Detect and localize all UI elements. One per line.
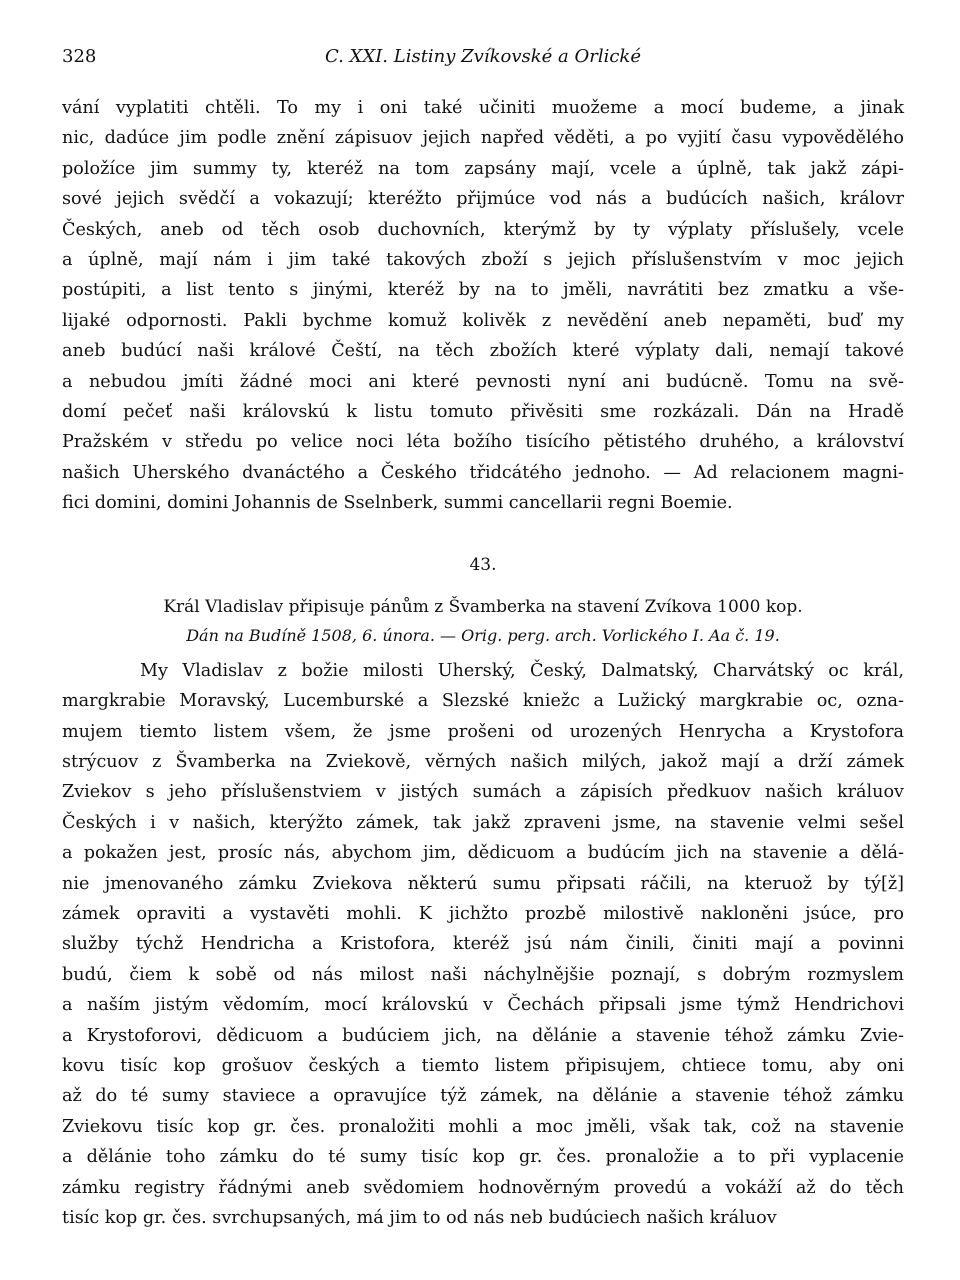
text-line: našich Uherského dvanáctého a Českého třidcátého jednoho. — Ad relacionem magni- [62, 462, 904, 483]
text-line: a pokažen jest, prosíc nás, abychom jim, dědicuom a budúcím jich na stavenie a dělá- [62, 843, 904, 864]
text-line: postúpiti, a list tento s jinými, kteréž by na to jměli, navrátiti bez zmatku a vše- [62, 280, 904, 301]
document-source: Dán na Budíně 1508, 6. února. — Orig. perg. arch. Vorlického I. Aa č. 19. [186, 625, 780, 645]
running-title: C. XXI. Listiny Zvíkovské a Orlické [324, 46, 641, 67]
text-line: nie jmenovaného zámku Zviekova některú sumu připsati ráčili, na kteruož by tý[ž] [62, 873, 904, 894]
text-line: strýcuov z Švamberka na Zviekově, věrných našich milých, jakož mají a drží zámek [62, 751, 904, 772]
text-line: vání vyplatiti chtěli. To my i oni také učiniti muožeme a mocí budeme, a jinak [62, 98, 904, 118]
text-line: zámku registry řádnými aneb svědomiem hodnověrným provedú a vokáží až do těch [62, 1177, 904, 1198]
text-line: a dělánie toho zámku do té sumy tisíc kop gr. čes. pronaložie a to při vyplacenie [62, 1147, 904, 1168]
text-line: lijaké odpornosti. Pakli bychme komuž kolivěk z nevědění aneb nepaměti, buď my [62, 310, 904, 331]
text-line: Pražském v středu po velice noci léta božího tisícího pětistého druhého, a království [62, 432, 904, 453]
text-line: margkrabie Moravský, Lucemburské a Slezské kniežc a Lužický margkrabie oc, ozna- [62, 691, 904, 712]
document-number: 43. [469, 554, 497, 575]
text-line: a nebudou jmíti žádné moci ani které pevnosti nyní ani budúcně. Tomu na svě- [62, 371, 904, 392]
text-line: sové jejich svědčí a vokazují; kteréžto přijmúce vod nás a budúcích našich, královr [62, 189, 904, 210]
text-line: a naším jistým vědomím, mocí královskú v Čechách připsali jsme týmž Hendrichovi [62, 995, 904, 1016]
page-number: 328 [62, 46, 97, 67]
text-line: a Krystoforovi, dědicuom a budúciem jich, na dělánie a stavenie téhož zámku Zvie- [62, 1025, 904, 1046]
charter-paragraph [62, 656, 904, 1234]
continued-paragraph [62, 93, 904, 519]
document-page [62, 40, 904, 1233]
text-line: položíce jim summy ty, kteréž na tom zapsány mají, vcele a úplně, tak jakž zápi- [62, 158, 904, 179]
text-line: Zviekov s jeho příslušenstviem v jistých sumách a zápisích předkuov našich králuov [62, 782, 904, 803]
document-summary: Král Vladislav připisuje pánům z Švamberka na stavení Zvíkova 1000 kop. [163, 596, 803, 617]
text-line: nic, dadúce jim podle znění zápisuov jejich napřed věděti, a po vyjití času vypověděléhо [62, 128, 904, 149]
text-line: až do té sumy staviece a opravujíce týž zámek, na dělánie a stavenie téhož zámku [62, 1086, 904, 1107]
text-line: budú, čiem k sobě od nás milost naši náchylnějšie poznají, s dobrým rozmyslem [62, 964, 904, 985]
text-line: Zviekovu tisíc kop gr. čes. pronaložiti mohli a moc jměli, však tak, což na stavenie [62, 1116, 904, 1137]
text-line: domí pečeť naši královskú k listu tomuto přivěsiti sme rozkázali. Dán na Hradě [62, 402, 904, 423]
text-line: Českých i v našich, kterýžto zámek, tak jakž zpraveni jsme, na stavenie velmi sešel [62, 812, 904, 833]
text-line: aneb budúcí naši králové Čeští, na těch zbožích které výplaty dali, nemají takové [62, 341, 904, 362]
text-line: zámek opraviti a vystavěti mohli. K jichžto prozbě milostivě nakloněni jsúce, pro [62, 903, 904, 924]
text-line: My Vladislav z božie milosti Uherský, Český, Dalmatský, Charvátský oc král, [140, 660, 904, 681]
text-line: tisíc kop gr. čes. svrchupsaných, má jim to od nás neb budúciech našich králuov [62, 1208, 777, 1228]
text-line: fici domini, domini Johannis de Sselnberk, summi cancellarii regni Boemie. [62, 493, 733, 514]
running-head [62, 40, 904, 76]
text-line: mujem tiemto listem všem, že jsme prošeni od urozených Henrycha a Krystofora [62, 721, 904, 742]
text-line: Českých, aneb od těch osob duchovních, kterýmž by ty výplaty příslušely, vcele [62, 219, 904, 240]
text-line: služby týchž Hendricha a Kristofora, kteréž jsú nám činili, činiti mají a povinni [62, 934, 904, 955]
text-line: kovu tisíc kop grošuov českých a tiemto listem připisujem, chtiece tomu, aby oni [62, 1055, 904, 1076]
text-line: a úplně, mají nám i jim také takových zboží s jejich příslušenstvím v moc jejich [62, 250, 904, 271]
